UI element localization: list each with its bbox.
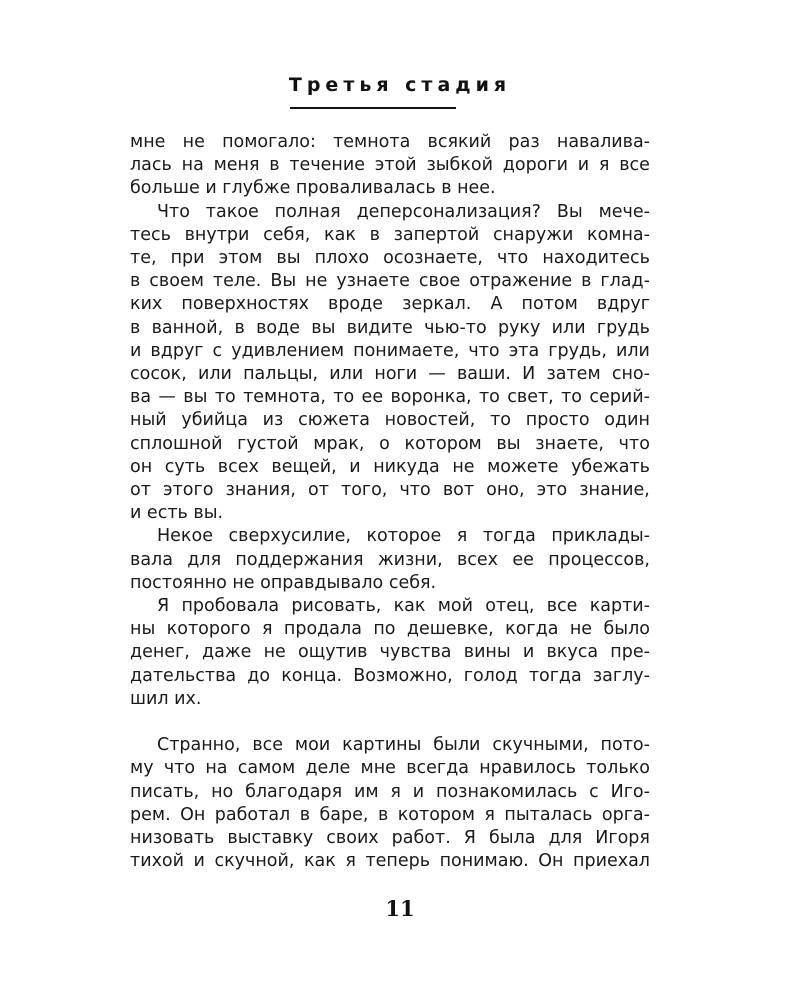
- text-line: шил их.: [130, 688, 202, 709]
- text-line: рем. Он работал в баре, в котором я пыталась орга-: [130, 804, 650, 825]
- text-line: му что на самом деле мне всегда нравилось только: [130, 758, 650, 779]
- text-line: низовать выставку своих работ. Я была для Игоря: [130, 828, 650, 849]
- running-header: Третья стадия: [288, 74, 512, 96]
- text-line: ны которого я продала по дешевке, когда не было: [130, 619, 650, 640]
- text-line: в своем теле. Вы не узнаете свое отражение в глад-: [130, 271, 650, 292]
- text-line: постоянно не оправдывало себя.: [130, 572, 437, 593]
- text-line: вала для поддержания жизни, всех ее процессов,: [130, 549, 650, 570]
- text-line: тихой и скучной, как я теперь понимаю. Он приехал: [130, 851, 650, 872]
- text-line: сосок, или пальцы, или ноги — ваши. И затем сно-: [130, 364, 650, 385]
- text-line: и есть вы.: [130, 503, 224, 524]
- header-rule: [290, 107, 456, 109]
- text-line: Некое сверхусилие, которое я тогда приклады-: [157, 526, 650, 547]
- text-line: сплошной густой мрак, о котором вы знаете, что: [130, 433, 650, 454]
- text-line: ва — вы то темнота, то ее воронка, то свет, то серий-: [130, 387, 650, 408]
- paragraph-gap: [130, 711, 650, 734]
- text-line: Странно, все мои картины были скучными, пото-: [157, 735, 650, 756]
- text-line: тесь внутри себя, как в запертой снаружи комна-: [130, 224, 650, 245]
- text-line: ких поверхностях вроде зеркал. А потом вдруг: [130, 294, 650, 315]
- text-line: Я пробовала рисовать, как мой отец, все карти-: [157, 596, 650, 617]
- text-line: больше и глубже проваливалась в нее.: [130, 178, 496, 199]
- text-line: те, при этом вы плохо осознаете, что находитесь: [130, 248, 650, 269]
- text-line: он суть всех вещей, и никуда не можете убежать: [130, 456, 650, 477]
- text-line: в ванной, в воде вы видите чью-то руку или грудь: [130, 317, 650, 338]
- text-line: и вдруг с удивлением понимаете, что эта грудь, или: [130, 340, 650, 361]
- page-number: 11: [385, 896, 415, 921]
- text-line: писать, но благодаря им я и познакомилась с Иго-: [130, 781, 650, 802]
- text-line: денег, даже не ощутив чувства вины и вкуса пре-: [130, 642, 650, 663]
- text-line: лась на меня в течение этой зыбкой дороги и я все: [130, 155, 650, 176]
- text-line: от этого знания, от того, что вот оно, это знание,: [130, 480, 650, 501]
- body-text: [130, 131, 650, 873]
- text-line: Что такое полная деперсонализация? Вы мече-: [157, 201, 650, 222]
- text-line: мне не помогало: темнота всякий раз наваливa-: [130, 132, 650, 152]
- text-line: ный убийца из сюжета новостей, то просто один: [130, 410, 650, 431]
- text-line: дательства до конца. Возможно, голод тогда заглу-: [130, 665, 650, 686]
